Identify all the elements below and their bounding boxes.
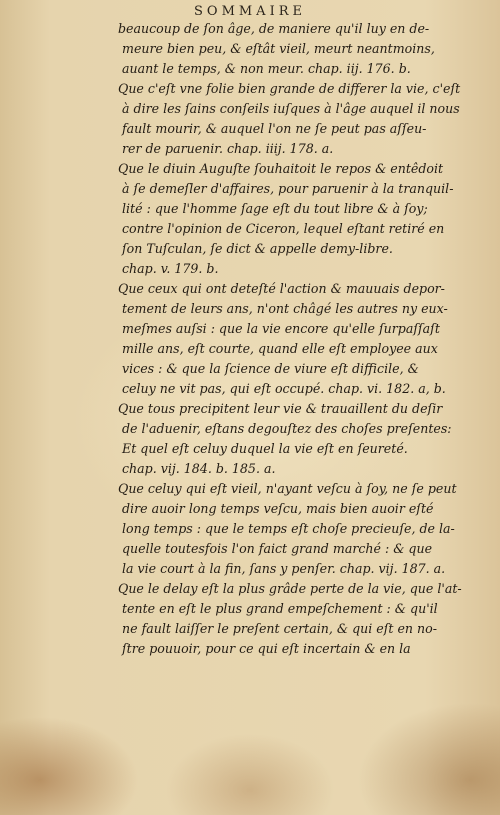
summary-entry (118, 579, 474, 659)
entry-line: Que celuy qui eſt vieil, n'ayant veſcu à ſoy, ne ſe peut (118, 481, 457, 496)
entry-line: ſtre pouuoir, pour ce qui eſt incertain & en la (122, 641, 411, 656)
summary-entry (118, 19, 474, 79)
entry-line: meſmes auſsi : que la vie encore qu'elle ſurpaſſaſt (122, 321, 440, 336)
entry-line: mille ans, eſt courte, quand elle eſt employee aux (122, 341, 438, 356)
entry-line: meure bien peu, & eſtât vieil, meurt neantmoins, (122, 41, 435, 56)
entry-line: Que le diuin Auguſte ſouhaitoit le repos & entêdoit (118, 161, 444, 176)
entry-line: long temps : que le temps eſt choſe precieuſe, de la- (122, 521, 455, 536)
entry-line: Et quel eſt celuy duquel la vie eſt en ſeureté. (122, 441, 408, 456)
entry-line: à ſe demeſler d'affaires, pour paruenir à la tranquil- (122, 181, 454, 196)
entry-line: Que tous precipitent leur vie & trauaillent du deſir (118, 401, 443, 416)
entry-line: auant le temps, & non meur. chap. iij. 176. b. (122, 61, 411, 76)
summary-entry (118, 279, 474, 399)
entry-line: Que ceux qui ont deteſté l'action & mauuais depor- (118, 281, 445, 296)
summary-entries (118, 19, 474, 659)
entry-line: vices : & que la ſcience de viure eſt difficile, & (122, 361, 419, 376)
entry-line: à dire les ſains conſeils iuſques à l'âge auquel il nous (122, 101, 460, 116)
entry-line: tente en eſt le plus grand empeſchement : & qu'il (122, 601, 438, 616)
entry-line: rer de paruenir. chap. iiij. 178. a. (122, 141, 334, 156)
summary-entry (118, 479, 474, 579)
entry-line: fault mourir, & auquel l'on ne ſe peut pas aſſeu- (122, 121, 427, 136)
entry-line: tement de leurs ans, n'ont châgé les autres ny eux- (122, 301, 448, 316)
entry-line: Que c'eſt vne folie bien grande de differer la vie, c'eſt (118, 81, 461, 96)
entry-line: Que le delay eſt la plus grâde perte de la vie, que l'at- (118, 581, 462, 596)
entry-line: chap. vij. 184. b. 185. a. (122, 461, 276, 476)
running-head: SOMMAIRE (194, 4, 306, 19)
summary-entry (118, 159, 474, 279)
entry-line: ſon Tuſculan, ſe dict & appelle demy-libre. (122, 241, 393, 256)
entry-line: celuy ne vit pas, qui eſt occupé. chap. vi. 182. a, b. (122, 381, 446, 396)
entry-line: beaucoup de ſon âge, de maniere qu'il luy en de- (118, 21, 430, 36)
entry-line: ne fault laiſſer le preſent certain, & qui eſt en no- (122, 621, 437, 636)
entry-line: contre l'opinion de Ciceron, lequel eſtant retiré en (122, 221, 445, 236)
summary-entry (118, 79, 474, 159)
entry-line: dire auoir long temps veſcu, mais bien auoir eſté (122, 501, 434, 516)
entry-line: lité : que l'homme ſage eſt du tout libre & à ſoy; (122, 201, 428, 216)
entry-line: de l'aduenir, eſtans degouſtez des choſes preſentes: (122, 421, 452, 436)
entry-line: quelle toutesfois l'on faict grand marché : & que (122, 541, 433, 556)
entry-line: la vie court à la fin, ſans y penſer. chap. vij. 187. a. (122, 561, 446, 576)
summary-entry (118, 399, 474, 479)
entry-line: chap. v. 179. b. (122, 261, 219, 276)
